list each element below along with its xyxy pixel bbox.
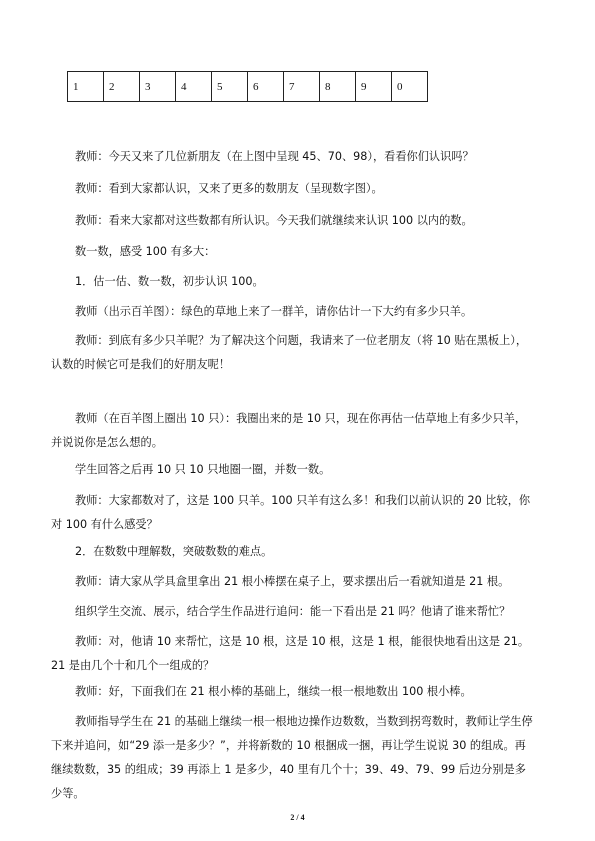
digit-cell: 2 (104, 72, 140, 102)
paragraph: 教师：看来大家都对这些数都有所认识。今天我们就继续来认识 100 以内的数。 (75, 214, 473, 227)
paragraph: 教师：好，下面我们在 21 根小棒的基础上，继续一根一根地数出 100 根小棒。 (75, 685, 472, 698)
section-heading: 2．在数数中理解数，突破数数的难点。 (75, 545, 273, 558)
paragraph: 教师：大家都数对了，这是 100 只羊。100 只羊有这么多！和我们以前认识的 20 比较，你对 100 有什么感受？ (51, 494, 531, 531)
paragraph: 组织学生交流、展示，结合学生作品进行追问：能一下看出是 21 吗？他请了谁来帮忙？ (75, 605, 511, 618)
digit-cell: 0 (392, 72, 428, 102)
digit-cell: 6 (248, 72, 284, 102)
paragraph: 教师：请大家从学具盒里拿出 21 根小棒摆在桌子上，要求摆出后一看就知道是 21 根。 (75, 575, 510, 588)
digit-cell: 4 (176, 72, 212, 102)
section-heading: 1．估一估、数一数，初步认识 100。 (75, 275, 264, 288)
digit-cell: 1 (68, 72, 104, 102)
paragraph: 教师（出示百羊图）：绿色的草地上来了一群羊，请你估计一下大约有多少只羊。 (75, 305, 473, 318)
digit-table (67, 71, 428, 102)
digit-cell: 5 (212, 72, 248, 102)
digit-cell: 7 (284, 72, 320, 102)
paragraph: 教师：对，他请 10 来帮忙，这是 10 根，这是 10 根，这是 1 根，能很快地看出这是 21。21 是由几个十和几个一组成的？ (51, 635, 530, 672)
digit-cell: 8 (320, 72, 356, 102)
page-number: 2 / 4 (290, 813, 305, 822)
digit-cell: 3 (140, 72, 176, 102)
paragraph: 学生回答之后再 10 只 10 只地圈一圈，并数一数。 (75, 463, 331, 476)
digit-row (68, 72, 428, 102)
digit-cell: 9 (356, 72, 392, 102)
paragraph: 数一数，感受 100 有多大： (75, 245, 216, 258)
paragraph: 教师：今天又来了几位新朋友（在上图中呈现 45、70、98），看看你们认识吗？ (75, 150, 474, 163)
paragraph: 教师指导学生在 21 的基础上继续一根一根地边操作边数数，当数到拐弯数时，教师让学生停下来并追问，如“29 添一是多少？”，并将新数的 10 根捆成一捆，再让学生说说 30 的组成。再继续数数，35 的组成；39 再添上 1 是多少，40 里有几个十；39、49、79、99 后边分别是多少等。 (51, 715, 533, 800)
paragraph: 教师：看到大家都认识，又来了更多的数朋友（呈现数字图）。 (75, 182, 383, 195)
paragraph: 教师：到底有多少只羊呢？为了解决这个问题，我请来了一位老朋友（将 10 贴在黑板上），认数的时候它可是我们的好朋友呢！ (51, 334, 528, 371)
paragraph: 教师（在百羊图上圈出 10 只）：我圈出来的是 10 只，现在你再估一估草地上有多少只羊，并说说你是怎么想的。 (51, 412, 527, 449)
